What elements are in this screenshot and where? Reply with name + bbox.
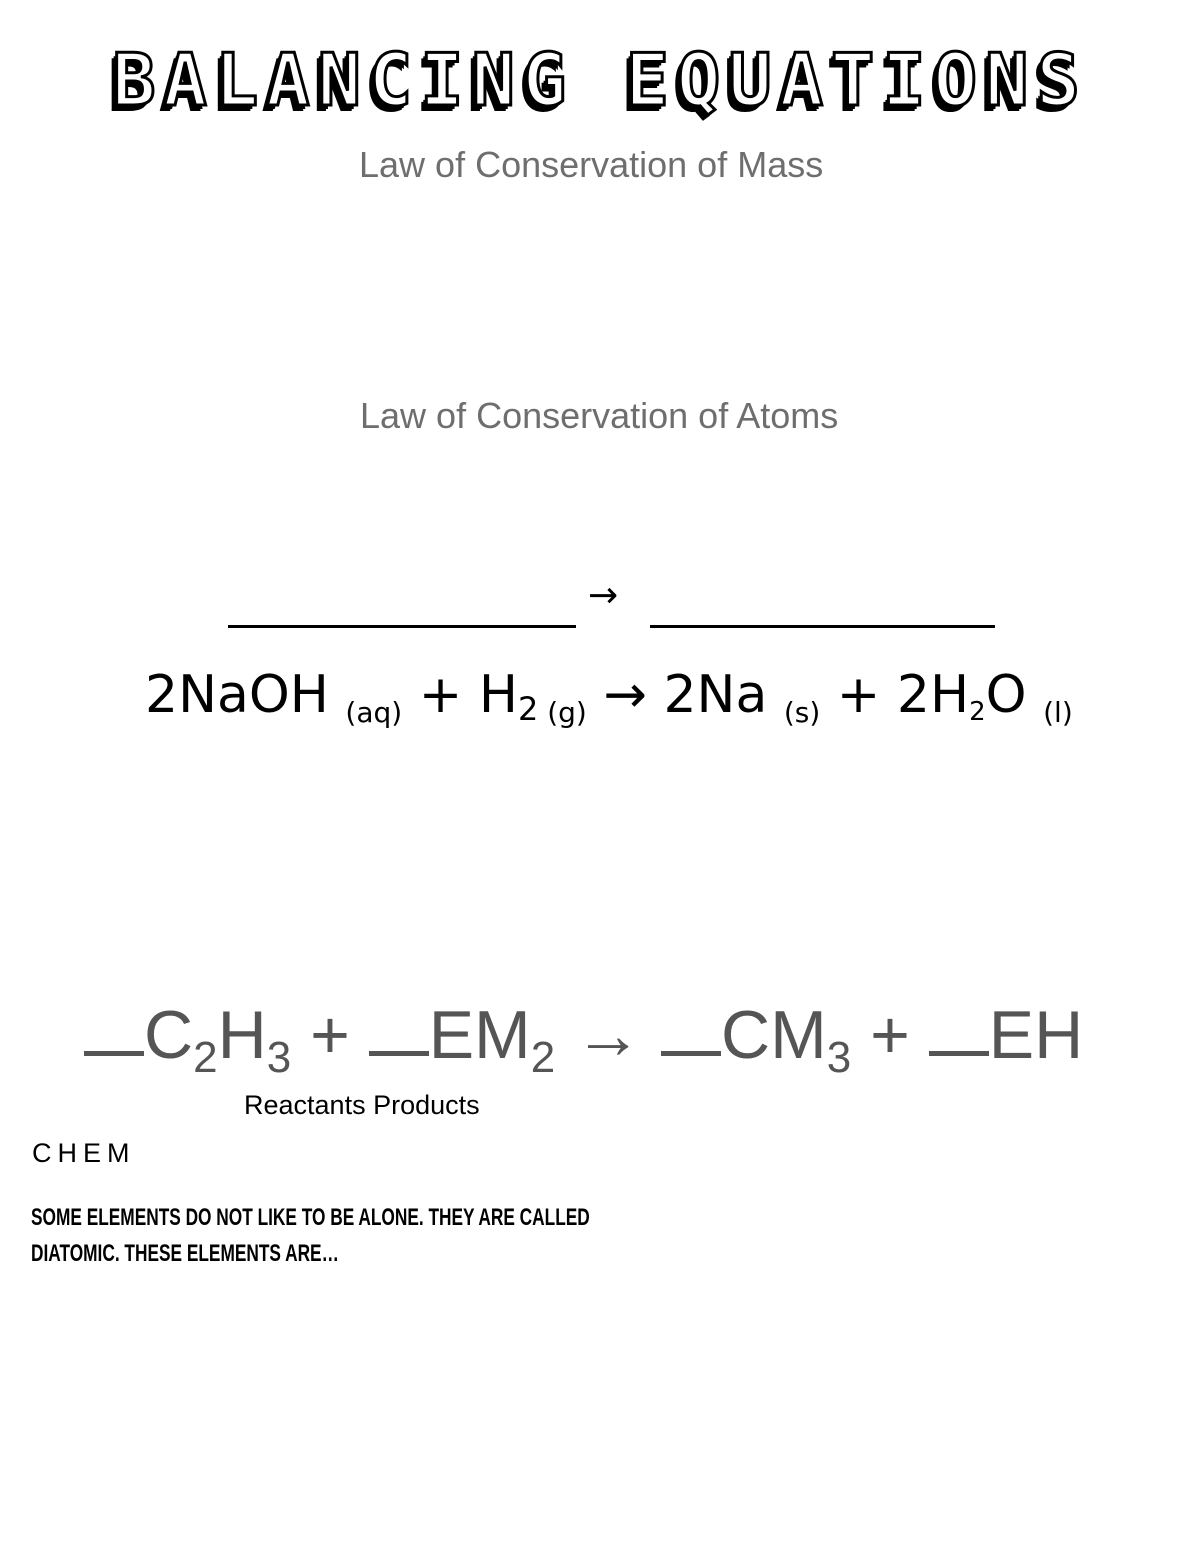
eq2-eh: EH: [988, 997, 1084, 1073]
blank-equation: [228, 575, 998, 635]
eq2-em: EM: [428, 997, 531, 1073]
coefficient-blank[interactable]: [84, 999, 144, 1056]
eq2-plus: +: [851, 997, 929, 1073]
reaction-arrow: →: [588, 575, 619, 616]
coefficient-blank[interactable]: [661, 999, 721, 1056]
page-title: BALANCING EQUATIONS: [112, 38, 1088, 122]
eq1-subscript: 2: [969, 697, 986, 727]
eq2-subscript: 2: [530, 1033, 556, 1082]
diatomic-note: [31, 1200, 643, 1272]
eq1-plus-h2o: + 2H: [820, 665, 970, 725]
eq2-cm: CM: [720, 997, 827, 1073]
reactants-blank-line: [228, 625, 576, 628]
diatomic-note-line: DIATOMIC. THESE ELEMENTS ARE…: [31, 1240, 339, 1267]
eq1-state-l: (l): [1043, 696, 1073, 729]
products-blank-line: [650, 625, 995, 628]
practice-equation: [84, 995, 1083, 1084]
eq2-c: C: [144, 997, 194, 1073]
reactants-products-label: Reactants Products: [244, 1090, 480, 1120]
eq2-subscript: 2: [193, 1033, 218, 1082]
eq1-oxygen: O: [985, 665, 1044, 725]
eq1-state-g: (g): [538, 696, 587, 729]
sodium-hydroxide-equation: [145, 660, 1073, 739]
eq2-subscript: 3: [826, 1033, 852, 1082]
eq2-arrow: →: [555, 997, 661, 1073]
eq1-subscript: 2: [517, 690, 539, 728]
eq1-reactant-naoh: 2NaOH: [145, 665, 346, 725]
eq1-state-s: (s): [783, 696, 821, 729]
eq2-subscript: 3: [266, 1033, 292, 1082]
diatomic-note-line: SOME ELEMENTS DO NOT LIKE TO BE ALONE. THEY ARE CALLED: [31, 1204, 590, 1231]
law-conservation-atoms-heading: Law of Conservation of Atoms: [360, 395, 839, 436]
coefficient-blank[interactable]: [929, 999, 989, 1056]
eq1-arrow-na: → 2Na: [586, 665, 784, 725]
coefficient-blank[interactable]: [369, 999, 429, 1056]
chem-mnemonic: CHEM: [32, 1138, 136, 1168]
law-conservation-mass-heading: Law of Conservation of Mass: [359, 144, 824, 185]
eq2-plus: +: [291, 997, 369, 1073]
eq2-h: H: [217, 997, 267, 1073]
eq1-state-aq: (aq): [345, 696, 403, 729]
eq1-plus-h: + H: [402, 665, 518, 725]
